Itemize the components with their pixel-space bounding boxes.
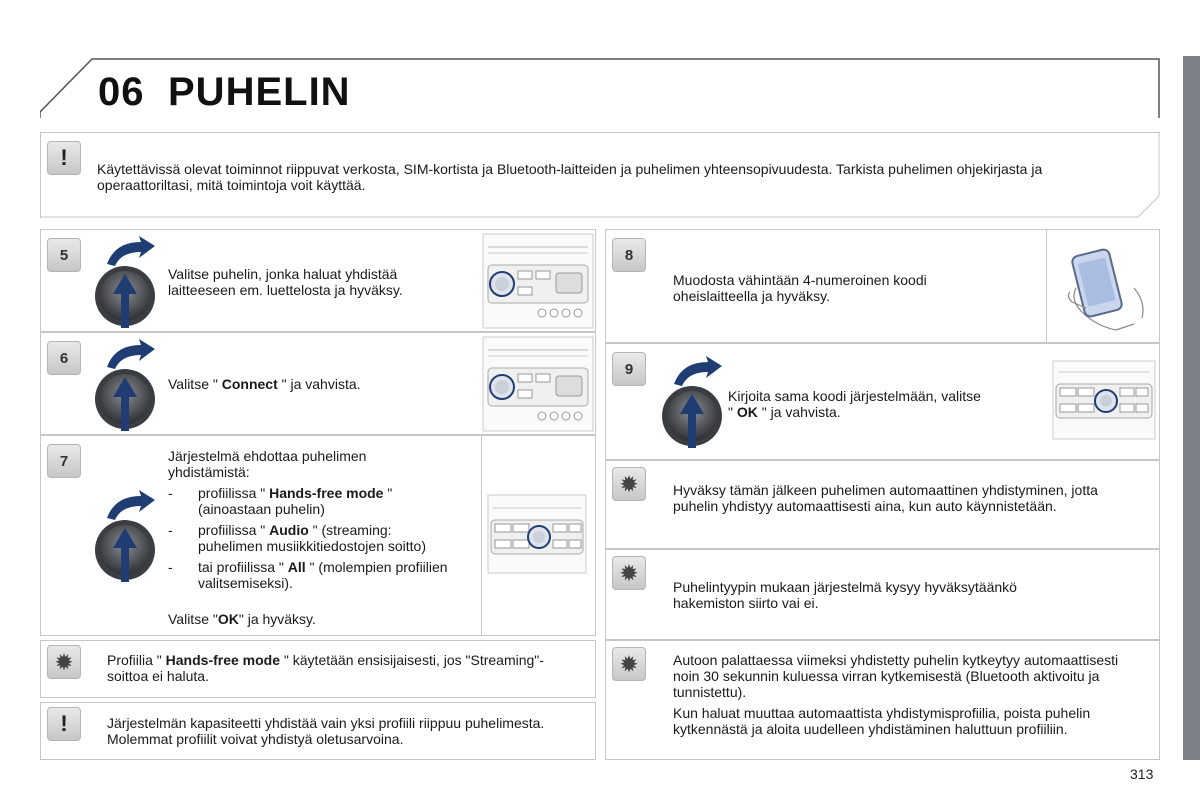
step-8-box	[605, 229, 1160, 343]
image-divider	[1046, 229, 1047, 343]
step-9-ok-label: OK	[736, 404, 758, 420]
item-text: profiilissa "	[198, 522, 270, 538]
item-text: tai profiilissa "	[198, 559, 288, 575]
chapter-tab-strip	[1183, 56, 1200, 760]
step-6-badge: 6	[47, 341, 81, 375]
item-text: " (molempien profiilien valitsemiseksi).	[198, 559, 448, 591]
radio-panel-image	[482, 233, 594, 329]
tip-autoconnect-text: Hyväksy tämän jälkeen puhelimen automaattinen yhdistyminen, jotta puhelin yhdistyy automaattisesti aina, kun auto käynnistetään.	[673, 482, 1098, 514]
list-item	[168, 559, 448, 591]
tip-profile-text	[107, 652, 547, 684]
tip-directory-text: Puhelintyypin mukaan järjestelmä kysyy hyväksytäänkö hakemiston siirto vai ei.	[673, 579, 1017, 611]
radio-panel-image	[482, 336, 594, 432]
step-6-box	[40, 332, 596, 435]
outro-pre: Valitse "	[168, 611, 218, 627]
rotary-knob-icon	[93, 234, 173, 334]
notice-text: Käytettävissä olevat toiminnot riippuvat verkosta, SIM-kortista ja Bluetooth-laitteiden ja puhelimen yhteensopivuudesta. Tarkista puhelimen ohjekirjasta ja operaattoriltasi, mitä toimintoja voit käyttää.	[97, 161, 1043, 193]
outro-post: " ja hyväksy.	[238, 611, 316, 627]
item-bold: All	[287, 559, 306, 575]
page-number: 313	[1130, 766, 1154, 782]
step-5-badge: 5	[47, 238, 81, 272]
step-9-text-pre: Kirjoita sama koodi järjestelmään, valitse "	[728, 388, 981, 420]
list-dash: -	[168, 522, 173, 538]
step-8-text: Muodosta vähintään 4-numeroinen koodi oheislaitteella ja hyväksy.	[673, 272, 927, 304]
item-text: " (ainoastaan puhelin)	[198, 485, 393, 517]
radio-panel-image	[1052, 360, 1156, 440]
tip-icon: ✹	[612, 556, 646, 590]
tip-bold: Hands-free mode	[165, 652, 281, 668]
list-item	[168, 485, 448, 517]
step-6-text	[168, 376, 458, 392]
rotary-knob-icon	[93, 337, 173, 437]
tip-autoconnect-box	[605, 460, 1160, 549]
list-dash: -	[168, 485, 173, 501]
step-8-badge: 8	[612, 238, 646, 272]
tip-text: " käytetään ensisijaisesti, jos "Streaming"-soittoa ei haluta.	[107, 652, 544, 684]
step-7-badge: 7	[47, 444, 81, 478]
item-bold: Audio	[269, 522, 309, 538]
tip-icon: ✹	[612, 467, 646, 501]
tip-profile-box	[40, 640, 596, 698]
tip-reconnect-text-1: Autoon palattaessa viimeksi yhdistetty puhelin kytkeytyy automaattisesti noin 30 sekunnin kuluessa virran kytkemisestä (Bluetooth aktivoitu ja tunnistettu).	[673, 652, 1119, 700]
profile-list	[168, 485, 448, 596]
item-text: profiilissa "	[198, 485, 270, 501]
list-dash: -	[168, 559, 173, 575]
tip-reconnect-text-2: Kun haluat muuttaa automaattista yhdistymisprofiilia, poista puhelin kytkennästä ja aloita uudelleen yhdistäminen haluttuun profiiliin.	[673, 705, 1091, 737]
tip-icon: ✹	[612, 647, 646, 681]
warning-capacity-box	[40, 702, 596, 760]
step-9-box	[605, 343, 1160, 460]
step-7-intro: Järjestelmä ehdottaa puhelimen yhdistämistä:	[168, 448, 367, 480]
step-6-text-pre: Valitse "	[168, 376, 222, 392]
step-9-text	[728, 388, 988, 420]
step-6-connect-label: Connect	[221, 376, 278, 392]
tip-text: Profiilia "	[107, 652, 166, 668]
step-7-outro	[168, 611, 448, 627]
smartphone-in-hand-icon	[1056, 238, 1156, 338]
radio-panel-image	[487, 494, 587, 574]
chapter-title: PUHELIN	[168, 70, 351, 114]
tip-icon: ✹	[47, 645, 81, 679]
tip-reconnect-box	[605, 640, 1160, 760]
step-6-text-post: " ja vahvista.	[277, 376, 361, 392]
item-bold: Hands-free mode	[269, 485, 384, 501]
step-5-text: Valitse puhelin, jonka haluat yhdistää laitteeseen em. luettelosta ja hyväksy.	[168, 266, 403, 298]
warning-icon: !	[47, 707, 81, 741]
notice-box	[40, 132, 1160, 218]
step-9-text-post: " ja vahvista.	[757, 404, 841, 420]
chapter-number: 06	[98, 70, 145, 114]
warning-icon: !	[47, 141, 81, 175]
tip-directory-box	[605, 549, 1160, 640]
step-9-badge: 9	[612, 352, 646, 386]
outro-ok: OK	[217, 611, 239, 627]
item-text: " (streaming: puhelimen musiikkitiedostojen soitto)	[198, 522, 426, 554]
image-divider	[481, 435, 482, 636]
rotary-knob-icon	[93, 488, 173, 588]
chapter-header	[40, 58, 1160, 120]
step-7-box	[40, 435, 596, 636]
warning-capacity-text: Järjestelmän kapasiteetti yhdistää vain yksi profiili riippuu puhelimesta. Molemmat profiilit voivat yhdistyä oletusarvoina.	[107, 715, 545, 747]
step-5-box	[40, 229, 596, 332]
list-item	[168, 522, 448, 554]
